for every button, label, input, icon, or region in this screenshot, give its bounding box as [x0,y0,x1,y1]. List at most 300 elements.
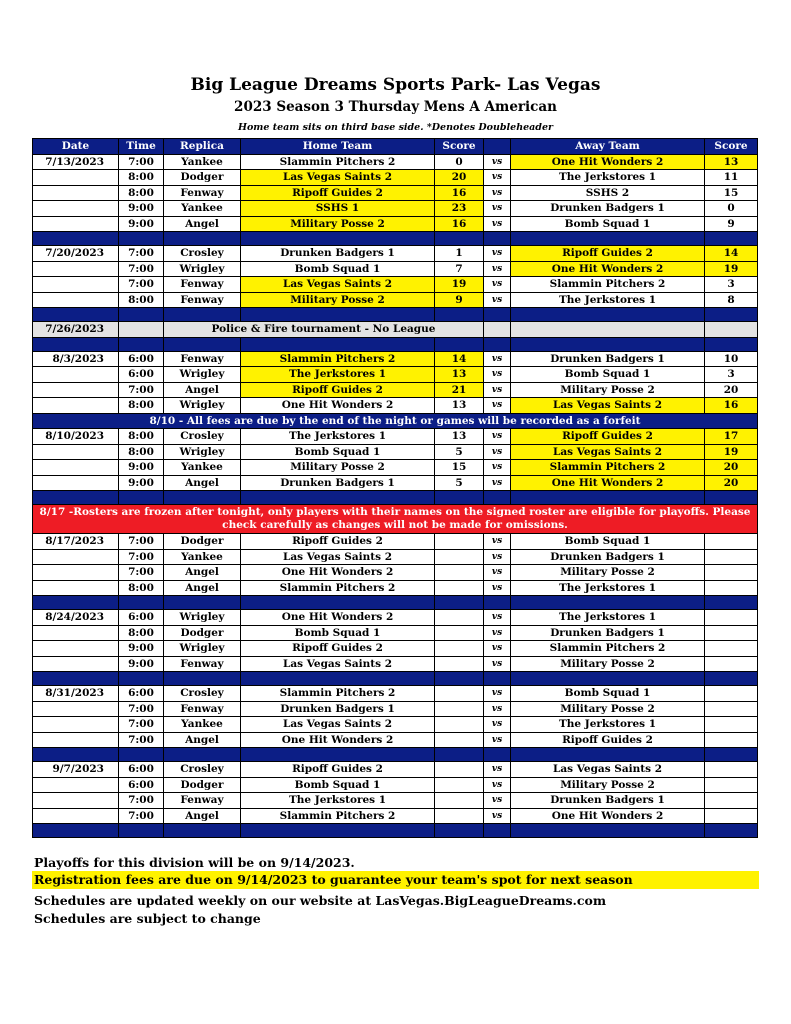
game-field: Wrigley [164,367,241,383]
away-team: Bomb Squad 1 [511,534,705,550]
separator-cell [119,308,164,322]
separator-row [33,672,758,686]
home-score: 23 [435,201,484,217]
home-score [435,549,484,565]
home-team: Las Vegas Saints 2 [241,656,435,672]
vs-label: vs [484,367,511,383]
away-team: Ripoff Guides 2 [511,732,705,748]
separator-cell [241,824,435,838]
separator-cell [484,308,511,322]
game-date [33,216,119,232]
game-date [33,701,119,717]
away-team: The Jerkstores 1 [511,170,705,186]
away-team: Drunken Badgers 1 [511,351,705,367]
vs-label: vs [484,201,511,217]
home-team: One Hit Wonders 2 [241,610,435,626]
separator-cell [164,824,241,838]
home-score: 0 [435,154,484,170]
home-team: Drunken Badgers 1 [241,701,435,717]
home-team: Slammin Pitchers 2 [241,580,435,596]
game-row [33,580,758,596]
away-score [705,777,758,793]
home-score [435,777,484,793]
home-score [435,534,484,550]
away-team: The Jerkstores 1 [511,292,705,308]
home-score: 5 [435,444,484,460]
away-score: 17 [705,429,758,445]
away-score [705,701,758,717]
game-field: Angel [164,565,241,581]
website-note: Schedules are updated weekly on our website at LasVegas.BigLeagueDreams.com [34,893,607,908]
game-row [33,216,758,232]
header-vs [484,139,511,155]
separator-cell [119,232,164,246]
home-team: The Jerkstores 1 [241,367,435,383]
separator-cell [484,337,511,351]
separator-cell [511,337,705,351]
game-date [33,625,119,641]
away-score: 10 [705,351,758,367]
away-score [705,534,758,550]
away-score [705,549,758,565]
home-team: Slammin Pitchers 2 [241,808,435,824]
game-row [33,565,758,581]
game-date [33,475,119,491]
vs-label: vs [484,429,511,445]
separator-row [33,337,758,351]
game-row [33,656,758,672]
away-score: 19 [705,444,758,460]
separator-cell [705,672,758,686]
game-field: Crosley [164,686,241,702]
home-score: 21 [435,382,484,398]
away-score: 20 [705,475,758,491]
separator-row [33,232,758,246]
game-time: 9:00 [119,656,164,672]
away-score [705,656,758,672]
game-field: Fenway [164,277,241,293]
game-time: 7:00 [119,793,164,809]
home-team: One Hit Wonders 2 [241,398,435,414]
vs-label: vs [484,686,511,702]
game-time: 6:00 [119,777,164,793]
separator-cell [484,748,511,762]
separator-cell [511,748,705,762]
separator-cell [164,748,241,762]
game-field: Fenway [164,656,241,672]
game-date [33,382,119,398]
away-score [705,686,758,702]
game-row [33,429,758,445]
vs-label: vs [484,444,511,460]
game-time: 9:00 [119,216,164,232]
vs-label: vs [484,549,511,565]
home-score: 19 [435,277,484,293]
away-score [705,641,758,657]
header-replica: Replica [164,139,241,155]
away-team: Ripoff Guides 2 [511,429,705,445]
vs-label: vs [484,534,511,550]
separator-cell [241,232,435,246]
game-row [33,625,758,641]
separator-cell [511,308,705,322]
game-time: 7:00 [119,154,164,170]
vs-label: vs [484,398,511,414]
away-score: 3 [705,277,758,293]
home-team-note: Home team sits on third base side. *Denotes Doubleheader [238,122,553,133]
vs-label: vs [484,154,511,170]
away-score: 11 [705,170,758,186]
home-score: 13 [435,367,484,383]
home-team: Las Vegas Saints 2 [241,549,435,565]
home-team: Las Vegas Saints 2 [241,277,435,293]
game-time: 6:00 [119,610,164,626]
separator-cell [119,748,164,762]
home-score: 5 [435,475,484,491]
away-team: Ripoff Guides 2 [511,246,705,262]
home-score [435,762,484,778]
home-team: Las Vegas Saints 2 [241,170,435,186]
away-score: 13 [705,154,758,170]
separator-cell [119,337,164,351]
separator-cell [435,308,484,322]
vs-label: vs [484,777,511,793]
game-date [33,793,119,809]
separator-cell [164,596,241,610]
home-score [435,717,484,733]
game-time: 9:00 [119,460,164,476]
vs-label: vs [484,261,511,277]
game-row [33,732,758,748]
fees-announcement: 8/10 - All fees are due by the end of the night or games will be recorded as a forfeit [33,413,758,429]
away-team: Slammin Pitchers 2 [511,460,705,476]
home-score: 14 [435,351,484,367]
game-row [33,277,758,293]
header-away-team: Away Team [511,139,705,155]
separator-cell [241,491,435,505]
away-team: One Hit Wonders 2 [511,475,705,491]
game-field: Wrigley [164,444,241,460]
separator-row [33,308,758,322]
away-score: 14 [705,246,758,262]
game-date: 7/26/2023 [33,322,119,338]
game-date [33,565,119,581]
separator-cell [119,491,164,505]
game-date [33,580,119,596]
vs-label: vs [484,460,511,476]
away-score [705,717,758,733]
game-date [33,292,119,308]
game-date: 9/7/2023 [33,762,119,778]
away-score: 19 [705,261,758,277]
game-time: 7:00 [119,565,164,581]
game-time: 7:00 [119,701,164,717]
separator-cell [705,308,758,322]
game-date: 8/24/2023 [33,610,119,626]
vs-label: vs [484,351,511,367]
vs-label: vs [484,610,511,626]
game-field: Fenway [164,701,241,717]
vs-label: vs [484,762,511,778]
game-date [33,398,119,414]
away-team: Military Posse 2 [511,565,705,581]
separator-cell [511,232,705,246]
away-team: Bomb Squad 1 [511,216,705,232]
game-time: 8:00 [119,429,164,445]
game-row [33,610,758,626]
home-score [435,808,484,824]
game-row [33,351,758,367]
header-home-team: Home Team [241,139,435,155]
game-time: 8:00 [119,398,164,414]
separator-row [33,491,758,505]
home-score: 13 [435,398,484,414]
game-time: 7:00 [119,261,164,277]
empty-cell [484,322,511,338]
game-row [33,549,758,565]
separator-row [33,596,758,610]
home-team: Bomb Squad 1 [241,777,435,793]
vs-label: vs [484,277,511,293]
game-time: 7:00 [119,277,164,293]
registration-note: Registration fees are due on 9/14/2023 to guarantee your team's spot for next season [32,871,759,889]
home-score [435,625,484,641]
home-score: 7 [435,261,484,277]
game-date: 8/3/2023 [33,351,119,367]
game-time: 6:00 [119,351,164,367]
game-date [33,277,119,293]
separator-row [33,824,758,838]
away-team: Drunken Badgers 1 [511,625,705,641]
home-team: Military Posse 2 [241,292,435,308]
game-row [33,777,758,793]
game-row [33,686,758,702]
home-team: Ripoff Guides 2 [241,534,435,550]
game-row [33,444,758,460]
game-field: Fenway [164,351,241,367]
game-row [33,475,758,491]
game-date [33,641,119,657]
away-team: Slammin Pitchers 2 [511,277,705,293]
game-field: Yankee [164,201,241,217]
home-score: 20 [435,170,484,186]
game-time: 6:00 [119,686,164,702]
empty-cell [511,322,705,338]
game-row [33,382,758,398]
game-time: 7:00 [119,549,164,565]
game-time: 8:00 [119,170,164,186]
game-field: Angel [164,216,241,232]
game-time: 8:00 [119,580,164,596]
separator-cell [705,491,758,505]
separator-cell [484,232,511,246]
away-score: 9 [705,216,758,232]
game-row [33,701,758,717]
separator-cell [484,824,511,838]
separator-cell [33,491,119,505]
vs-label: vs [484,382,511,398]
away-score [705,625,758,641]
separator-cell [484,491,511,505]
home-team: SSHS 1 [241,201,435,217]
away-team: Military Posse 2 [511,701,705,717]
separator-cell [705,748,758,762]
home-team: Ripoff Guides 2 [241,641,435,657]
separator-cell [511,672,705,686]
away-team: One Hit Wonders 2 [511,261,705,277]
away-team: The Jerkstores 1 [511,717,705,733]
home-score [435,793,484,809]
header-date: Date [33,139,119,155]
vs-label: vs [484,641,511,657]
separator-cell [435,337,484,351]
home-score: 16 [435,216,484,232]
away-score: 15 [705,185,758,201]
game-date: 8/31/2023 [33,686,119,702]
separator-cell [435,232,484,246]
game-row [33,460,758,476]
header-time: Time [119,139,164,155]
away-team: Drunken Badgers 1 [511,549,705,565]
separator-cell [435,672,484,686]
game-row [33,717,758,733]
game-time: 7:00 [119,534,164,550]
game-date [33,808,119,824]
home-score: 9 [435,292,484,308]
empty-cell [119,322,164,338]
separator-cell [511,596,705,610]
home-team: Drunken Badgers 1 [241,246,435,262]
game-row [33,246,758,262]
home-team: Slammin Pitchers 2 [241,686,435,702]
game-date [33,460,119,476]
game-field: Crosley [164,429,241,445]
separator-cell [33,596,119,610]
game-time: 7:00 [119,732,164,748]
home-team: Bomb Squad 1 [241,444,435,460]
home-score [435,686,484,702]
home-score: 1 [435,246,484,262]
away-score: 0 [705,201,758,217]
home-score [435,580,484,596]
home-score [435,610,484,626]
game-field: Wrigley [164,261,241,277]
away-team: SSHS 2 [511,185,705,201]
playoffs-note: Playoffs for this division will be on 9/14/2023. [34,855,355,870]
away-score: 16 [705,398,758,414]
away-team: Military Posse 2 [511,777,705,793]
vs-label: vs [484,625,511,641]
away-team: Drunken Badgers 1 [511,201,705,217]
game-date [33,732,119,748]
separator-cell [241,672,435,686]
separator-cell [484,672,511,686]
game-field: Angel [164,808,241,824]
game-date: 7/20/2023 [33,246,119,262]
away-score: 20 [705,460,758,476]
game-row [33,641,758,657]
no-league-row [33,322,758,338]
game-date: 8/17/2023 [33,534,119,550]
game-time: 7:00 [119,717,164,733]
game-field: Dodger [164,534,241,550]
game-time: 7:00 [119,382,164,398]
away-score [705,565,758,581]
away-team: Drunken Badgers 1 [511,793,705,809]
game-time: 8:00 [119,625,164,641]
game-field: Yankee [164,154,241,170]
home-team: Military Posse 2 [241,460,435,476]
away-score: 3 [705,367,758,383]
page-title: Big League Dreams Sports Park- Las Vegas [190,75,601,95]
game-field: Fenway [164,292,241,308]
home-team: Las Vegas Saints 2 [241,717,435,733]
vs-label: vs [484,732,511,748]
separator-cell [435,596,484,610]
game-row [33,808,758,824]
game-row [33,534,758,550]
vs-label: vs [484,565,511,581]
game-date [33,185,119,201]
away-team: The Jerkstores 1 [511,580,705,596]
game-date [33,201,119,217]
away-team: Las Vegas Saints 2 [511,762,705,778]
separator-cell [241,308,435,322]
page-subtitle: 2023 Season 3 Thursday Mens A American [234,99,557,115]
home-score [435,701,484,717]
separator-cell [435,824,484,838]
separator-row [33,748,758,762]
separator-cell [705,232,758,246]
vs-label: vs [484,808,511,824]
vs-label: vs [484,246,511,262]
home-team: Military Posse 2 [241,216,435,232]
change-note: Schedules are subject to change [34,911,261,926]
schedule-table [32,138,758,838]
separator-cell [164,337,241,351]
roster-alert-row [33,505,758,534]
game-time: 6:00 [119,367,164,383]
away-team: Las Vegas Saints 2 [511,398,705,414]
home-team: Ripoff Guides 2 [241,762,435,778]
game-time: 7:00 [119,808,164,824]
home-team: Slammin Pitchers 2 [241,351,435,367]
separator-cell [435,748,484,762]
game-time: 7:00 [119,246,164,262]
game-field: Crosley [164,762,241,778]
separator-cell [511,824,705,838]
home-score [435,641,484,657]
game-row [33,398,758,414]
away-score [705,610,758,626]
game-time: 9:00 [119,475,164,491]
separator-cell [33,748,119,762]
separator-cell [705,337,758,351]
away-score [705,793,758,809]
game-date [33,367,119,383]
game-row [33,367,758,383]
separator-cell [33,308,119,322]
away-score [705,762,758,778]
game-time: 9:00 [119,641,164,657]
game-field: Dodger [164,777,241,793]
game-time: 9:00 [119,201,164,217]
separator-cell [241,337,435,351]
away-team: Bomb Squad 1 [511,367,705,383]
game-field: Wrigley [164,641,241,657]
game-field: Angel [164,580,241,596]
game-date: 7/13/2023 [33,154,119,170]
